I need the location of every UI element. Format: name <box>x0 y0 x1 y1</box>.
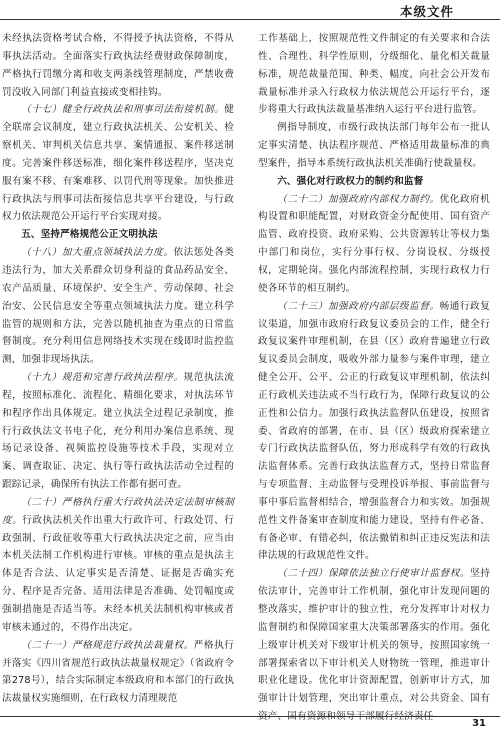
paragraph-text: 畅通行政复议渠道，加强市政府行政复议委员会的工作，健全行政复议案件审理机制，在县（区）政府普遍建立行政复议委员会制度，吸收外部力量参与案件审理，建立健全公开、公平、公正的行政复议审理机制，依法纠正行政机关违法或不当行政行为，保障行政复议的公正性和公信力。加强行政执法监督队伍建设，按照省委、省政府的部署，在市、县（区）级政府探索建立专门行政执法监督队伍，努力形成科学有效的行政执法监督体系。完善行政执法监督方式，坚持日常监督与专项监督、主动监督与受理投诉举报、事前监督与事中事后监督相结合，增强监督合力和实效。加强规范性文件备案审查制度和能力建设，坚持有件必备、有备必审、有错必纠，依法撤销和纠正违反宪法和法律法规的行政规范性文件。 <box>258 300 490 562</box>
body-paragraph <box>258 119 490 173</box>
page-header <box>0 0 500 22</box>
paragraph-text: 严格执行并落实《四川省规范行政执法裁量权规定》（省政府令第278号），结合实际制定本级政府和本部门的行政执法裁量权实施细则，在行政权力清理规范 <box>2 639 234 705</box>
paragraph-text: 坚持依法审计，完善审计工作机制，强化审计发现问题的整改落实，维护审计的独立性，充分发挥审计对权力监督制约和保障国家重大决策部署落实的作用。强化上级审计机关对下级审计机关的领导，按照国家统一部署探索省以下审计机关人财物统一管理，推进审计职业化建设。优化审计资源配置，创新审计方式，加强审计计划管理，突出审计重点，对公共资金、国有资产、国有资源和领导干部履行经济责任 <box>258 568 490 723</box>
paragraph-text: 依法惩处各类违法行为，加大关系群众切身利益的食品药品安全、农产品质量、环境保护、安全生产、劳动保障、社会治安、公民信息安全等重点领域执法力度。建立科学监管的规则和方法，完善以随机抽查为重点的日常监督制度。充分利用信息网络技术实现在线即时监控监测，加强非现场执法。 <box>2 247 234 366</box>
page-number: 31 <box>472 718 486 729</box>
paragraph-title: （十七）健全行政执法和刑事司法衔接机制。 <box>21 104 225 116</box>
paragraph-text: 健全联席会议制度，建立行政执法机关、公安机关、检察机关、审判机关信息共享、案情通报、案件移送制度。完善案件移送标准，细化案件移送程序，坚决克服有案不移、有案难移、以罚代刑等现象。加快推进行政执法与刑事司法衔接信息共享平台建设，与行政权力依法规范公开运行平台实现对接。 <box>2 104 234 223</box>
section-heading: 六、强化对行政权力的制约和监督 <box>277 175 424 187</box>
header-rule <box>0 19 500 20</box>
paragraph-text: 例指导制度，市级行政执法部门每年公布一批认定事实清楚、执法程序规范、严格适用裁量标准的典型案件，指导本系统行政执法机关准确行使裁量权。 <box>258 122 490 169</box>
paragraph-title: （二十一）严格规范行政执法裁量权。 <box>21 639 194 651</box>
paragraph-title: （二十）严格执行重大行政执法决定法制审核制度。 <box>2 496 234 526</box>
paragraph-text: 行政执法机关作出重大行政许可、行政处罚、行政强制、行政征收等重大行政执法决定之前，应当由本机关法制工作机构进行审核。审核的重点是执法主体是否合法、认定事实是否清楚、证据是否确实充分、程序是否完备、适用法律是否准确、处罚幅度或强制措施是否适当等。未经本机关法制机构审核或者审核未通过的，不得作出决定。 <box>2 514 234 633</box>
paragraph-text: 工作基础上，按照规范性文件制定的有关要求和合法性、合理性、科学性原则，分级细化、量化相关裁量标准，规范裁量范围、种类、幅度，向社会公开发布裁量标准并录入行政权力依法规范公开运行平台，逐步将重大行政执法裁量基准纳入运行平台进行监管。 <box>258 33 490 116</box>
paragraph-text: 优化政府机构设置和职能配置，对财政资金分配使用、国有资产监管、政府投资、政府采购、公共资源转让等权力集中部门和岗位，实行分事行权、分岗设权、分级授权，定期轮岗。强化内部流程控制，实现行政权力行使各环节的相互制约。 <box>258 193 490 294</box>
section-heading: 五、坚持严格规范公正文明执法 <box>21 229 158 241</box>
left-column <box>2 30 234 708</box>
footer-rule <box>0 716 500 717</box>
paragraph-text: 规范执法流程，按照标准化、流程化、精细化要求，对执法环节和程序作出具体规定。建立执法全过程记录制度，推行行政执法文书电子化，充分利用办案信息系统、现场记录设备、视频监控设施等技术手段，实现对立案、调查取证、决定、执行等行政执法活动全过程的跟踪记录，确保所有执法工作都有据可查。 <box>2 372 234 491</box>
paragraph-title: （十八）加大重点领域执法力度。 <box>21 247 174 259</box>
paragraph-title: （二十三）加强政府内部层级监督。 <box>277 300 440 312</box>
paragraph-text: 未经执法资格考试合格，不得授予执法资格，不得从事执法活动。全面落实行政执法经费财政保障制度，严格执行罚缴分离和收支两条线管理制度，严禁收费罚没收入同部门利益直接或变相挂钩。 <box>2 33 234 98</box>
body-paragraph <box>258 298 490 566</box>
body-paragraph <box>2 30 234 101</box>
body-paragraph <box>2 101 234 226</box>
paragraph-title: （十九）规范和完善行政执法程序。 <box>21 372 184 384</box>
right-column <box>258 30 490 726</box>
body-paragraph <box>258 191 490 298</box>
body-paragraph <box>2 369 234 494</box>
paragraph-title: （二十二）加强政府内部权力制约。 <box>277 193 440 205</box>
section-tag: 本级文件 <box>399 4 454 19</box>
body-paragraph <box>258 30 490 119</box>
paragraph-title: （二十四）保障依法独立行使审计监督权。 <box>277 568 471 580</box>
body-paragraph <box>2 637 234 708</box>
body-paragraph <box>2 244 234 369</box>
body-paragraph <box>258 565 490 726</box>
body-paragraph <box>2 494 234 637</box>
